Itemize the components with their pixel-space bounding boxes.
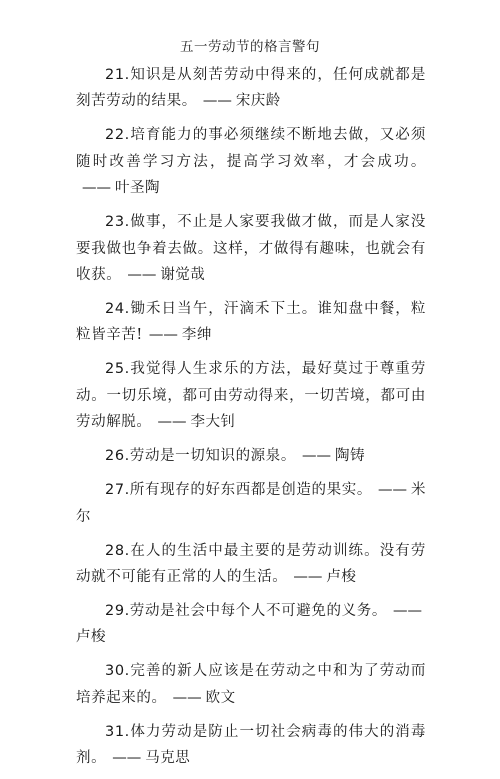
- quote-dash: ——: [157, 414, 187, 431]
- document-title: 五一劳动节的格言警句: [180, 39, 320, 55]
- quote-number: 24.: [105, 301, 130, 318]
- quote-dash: ——: [393, 603, 422, 620]
- quote-text: 劳动是社会中每个人不可避免的义务。: [129, 603, 387, 620]
- quote-text: 锄禾日当午，汗滴禾下土。谁知盘中餐，粒粒皆辛苦!: [76, 301, 426, 344]
- quote-author: 陶铸: [334, 448, 365, 465]
- quote-number: 28.: [105, 542, 130, 559]
- quote-text: 在人的生活中最主要的是劳动训练。没有劳动就不可能有正常的人的生活。: [76, 542, 426, 586]
- quote-author: 米尔: [76, 482, 426, 525]
- quote-item: [76, 598, 426, 651]
- quote-item: [76, 122, 426, 201]
- quote-number: 27.: [105, 482, 130, 499]
- quote-text: 劳动是一切知识的源泉。: [129, 448, 296, 465]
- quote-author: 欧文: [205, 689, 236, 706]
- quote-item: [76, 477, 426, 530]
- quote-dash: ——: [293, 569, 323, 586]
- quote-author: 李大钊: [190, 414, 236, 431]
- quote-author: 卢梭: [326, 569, 357, 586]
- quote-dash: ——: [82, 180, 111, 197]
- quote-number: 29.: [105, 603, 130, 620]
- quote-item: [76, 296, 426, 349]
- quote-text: 知识是从刻苦劳动中得来的，任何成就都是刻苦劳动的结果。: [76, 67, 426, 110]
- quote-number: 31.: [105, 723, 130, 740]
- quote-number: 30.: [105, 663, 130, 680]
- quote-list: [76, 62, 426, 779]
- quote-item: [76, 719, 426, 772]
- quote-author: 谢觉哉: [160, 267, 206, 284]
- quote-item: [76, 538, 426, 591]
- quote-dash: ——: [202, 93, 232, 110]
- quote-author: 宋庆龄: [235, 93, 281, 110]
- quote-item: [76, 209, 426, 288]
- quote-item: [76, 658, 426, 711]
- quote-item: [76, 356, 426, 435]
- quote-dash: ——: [377, 482, 407, 499]
- quote-number: 21.: [105, 67, 130, 83]
- quote-text: 我觉得人生求乐的方法，最好莫过于尊重劳动。一切乐境，都可由劳动得来，一切苦境，都可由劳动解脱。: [76, 361, 426, 431]
- quote-dash: ——: [112, 750, 142, 767]
- quote-author: 叶圣陶: [115, 180, 160, 197]
- quote-author: 李绅: [181, 327, 212, 344]
- quote-text: 培育能力的事必须继续不断地去做，又必须随时改善学习方法，提高学习效率，才会成功。: [76, 127, 426, 170]
- quote-author: 马克思: [145, 750, 191, 767]
- quote-dash: ——: [127, 267, 157, 284]
- quote-text: 做事，不止是人家要我做才做，而是人家没要我做也争着去做。这样，才做得有趣味，也就会有收获。: [76, 214, 426, 284]
- quote-text: 体力劳动是防止一切社会病毒的伟大的消毒剂。: [76, 723, 426, 767]
- quote-dash: ——: [301, 448, 331, 465]
- quote-text: 所有现存的好东西都是创造的果实。: [129, 482, 372, 499]
- quote-number: 25.: [105, 361, 130, 378]
- quote-item: [76, 62, 426, 115]
- quote-dash: ——: [172, 689, 202, 706]
- quote-item: [76, 443, 426, 469]
- quote-number: 22.: [105, 127, 130, 144]
- quote-dash: ——: [148, 327, 178, 344]
- quote-number: 23.: [105, 214, 130, 231]
- quote-text: 完善的新人应该是在劳动之中和为了劳动而培养起来的。: [76, 663, 426, 706]
- quote-number: 26.: [105, 448, 130, 465]
- quote-author: 卢梭: [76, 629, 106, 646]
